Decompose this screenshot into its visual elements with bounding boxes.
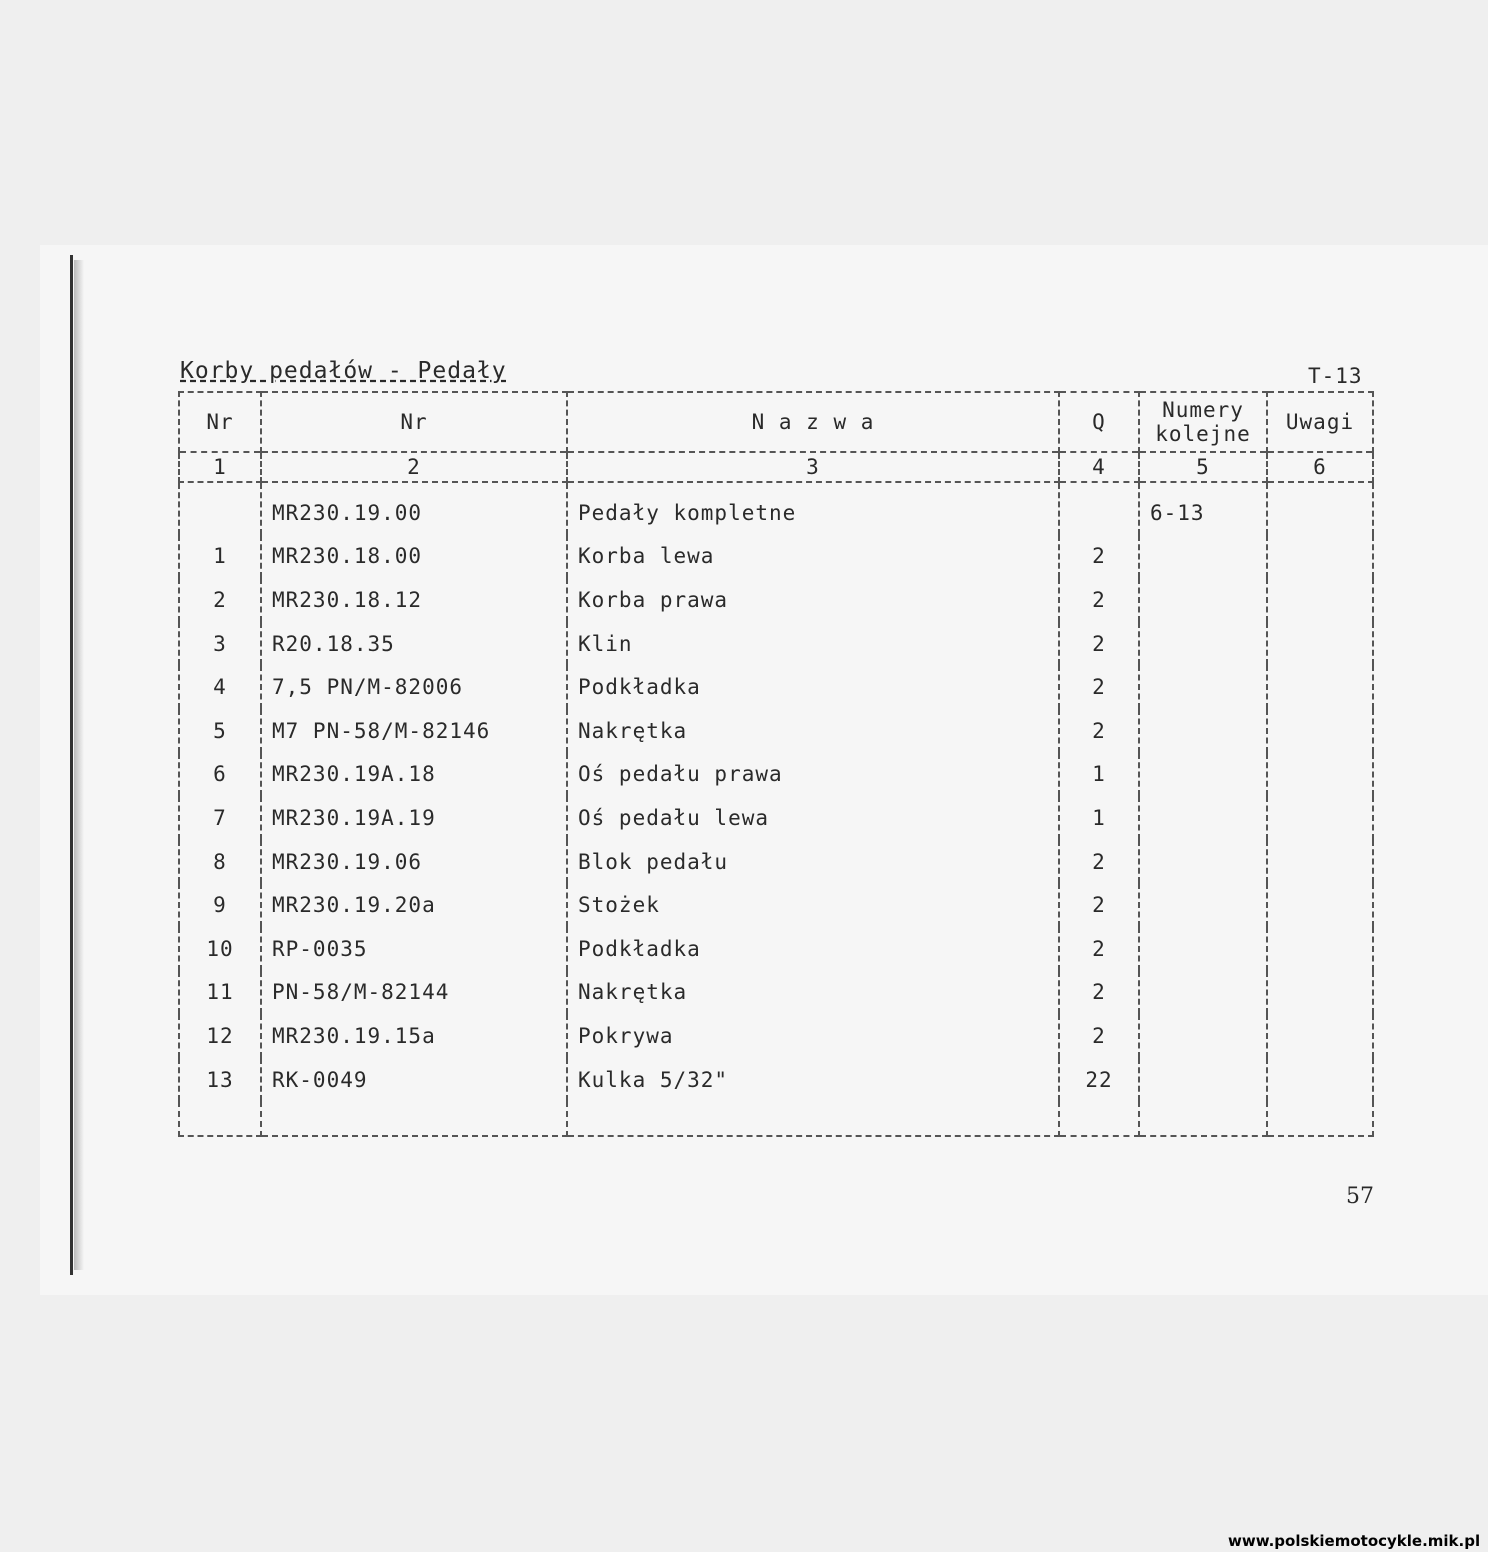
cell-nf: MR230.19.15a <box>261 1014 567 1058</box>
cell-numbers <box>1139 1058 1267 1102</box>
watermark-url: www.polskiemotocykle.mik.pl <box>1228 1532 1481 1550</box>
cell-numbers <box>1139 971 1267 1015</box>
column-number-row <box>179 452 1373 482</box>
header-nf: Nr <box>261 392 567 452</box>
cell-name: Korba lewa <box>567 535 1059 579</box>
cell-nr: 6 <box>179 753 261 797</box>
cell-notes <box>1267 796 1373 840</box>
header-numbers <box>1139 392 1267 452</box>
parts-table <box>178 391 1374 1137</box>
cell-q <box>1059 482 1139 535</box>
cell-name: Podkładka <box>567 665 1059 709</box>
cell-nf: MR230.19A.18 <box>261 753 567 797</box>
cell-numbers <box>1139 883 1267 927</box>
table-row <box>179 1014 1373 1058</box>
cell-name: Kulka 5/32" <box>567 1058 1059 1102</box>
cell-nf: MR230.19.20a <box>261 883 567 927</box>
cell-nr: 4 <box>179 665 261 709</box>
header-notes: Uwagi <box>1267 392 1373 452</box>
cell-q: 2 <box>1059 927 1139 971</box>
cell-notes <box>1267 665 1373 709</box>
page-number: 57 <box>1346 1184 1374 1209</box>
cell-q: 2 <box>1059 1014 1139 1058</box>
cell-nr: 3 <box>179 622 261 666</box>
cell-notes <box>1267 482 1373 535</box>
cell-q: 2 <box>1059 971 1139 1015</box>
cell-nf: MR230.19A.19 <box>261 796 567 840</box>
cell-q: 2 <box>1059 709 1139 753</box>
header-q: Q <box>1059 392 1139 452</box>
cell-notes <box>1267 1058 1373 1102</box>
table-row <box>179 709 1373 753</box>
table-code: T-13 <box>1308 364 1363 388</box>
cell-numbers <box>1139 535 1267 579</box>
table-row <box>179 840 1373 884</box>
cell-q: 2 <box>1059 840 1139 884</box>
cell-notes <box>1267 535 1373 579</box>
cell-q: 22 <box>1059 1058 1139 1102</box>
cell-notes <box>1267 753 1373 797</box>
cell-numbers <box>1139 1014 1267 1058</box>
table-row <box>179 1058 1373 1102</box>
cell-notes <box>1267 1014 1373 1058</box>
cell-nf: MR230.18.00 <box>261 535 567 579</box>
cell-notes <box>1267 927 1373 971</box>
column-number: 2 <box>261 452 567 482</box>
cell-nf: MR230.19.00 <box>261 482 567 535</box>
table-row <box>179 971 1373 1015</box>
cell-name: Oś pedału lewa <box>567 796 1059 840</box>
cell-q: 1 <box>1059 753 1139 797</box>
cell-nr: 5 <box>179 709 261 753</box>
table-row <box>179 535 1373 579</box>
cell-nr: 1 <box>179 535 261 579</box>
cell-notes <box>1267 971 1373 1015</box>
column-number: 5 <box>1139 452 1267 482</box>
cell-nf: RP-0035 <box>261 927 567 971</box>
cell-q: 2 <box>1059 665 1139 709</box>
cell-nf: MR230.19.06 <box>261 840 567 884</box>
cell-name: Pokrywa <box>567 1014 1059 1058</box>
cell-nf: MR230.18.12 <box>261 578 567 622</box>
cell-name: Podkładka <box>567 927 1059 971</box>
cell-notes <box>1267 709 1373 753</box>
document-title: Korby pedałów - Pedały <box>180 358 507 384</box>
table-row <box>179 883 1373 927</box>
cell-nr: 7 <box>179 796 261 840</box>
cell-notes <box>1267 622 1373 666</box>
cell-numbers <box>1139 578 1267 622</box>
cell-q: 1 <box>1059 796 1139 840</box>
cell-nr: 10 <box>179 927 261 971</box>
cell-q: 2 <box>1059 535 1139 579</box>
cell-name: Nakrętka <box>567 971 1059 1015</box>
cell-q: 2 <box>1059 578 1139 622</box>
cell-numbers <box>1139 927 1267 971</box>
binding-edge <box>70 255 73 1275</box>
table-bottom-row <box>179 1101 1373 1136</box>
cell-name: Stożek <box>567 883 1059 927</box>
cell-numbers <box>1139 665 1267 709</box>
cell-numbers: 6-13 <box>1139 482 1267 535</box>
table-row <box>179 578 1373 622</box>
cell-q: 2 <box>1059 883 1139 927</box>
binding-shadow <box>74 260 84 1270</box>
table-row <box>179 927 1373 971</box>
cell-nf: R20.18.35 <box>261 622 567 666</box>
cell-nf: RK-0049 <box>261 1058 567 1102</box>
cell-name: Korba prawa <box>567 578 1059 622</box>
table-row <box>179 622 1373 666</box>
table-row <box>179 665 1373 709</box>
header-numbers-line1: Numery <box>1162 398 1244 422</box>
table-row <box>179 482 1373 535</box>
cell-notes <box>1267 883 1373 927</box>
cell-nf: PN-58/M-82144 <box>261 971 567 1015</box>
table-row <box>179 753 1373 797</box>
cell-nr: 11 <box>179 971 261 1015</box>
cell-nr <box>179 482 261 535</box>
table-header-row <box>179 392 1373 452</box>
cell-numbers <box>1139 796 1267 840</box>
table-row <box>179 796 1373 840</box>
cell-nr: 8 <box>179 840 261 884</box>
cell-name: Blok pedału <box>567 840 1059 884</box>
cell-name: Oś pedału prawa <box>567 753 1059 797</box>
cell-notes <box>1267 840 1373 884</box>
cell-numbers <box>1139 753 1267 797</box>
column-number: 1 <box>179 452 261 482</box>
cell-nr: 12 <box>179 1014 261 1058</box>
cell-nr: 9 <box>179 883 261 927</box>
column-number: 6 <box>1267 452 1373 482</box>
column-number: 3 <box>567 452 1059 482</box>
header-nr: Nr <box>179 392 261 452</box>
cell-nf: 7,5 PN/M-82006 <box>261 665 567 709</box>
cell-numbers <box>1139 709 1267 753</box>
cell-name: Pedały kompletne <box>567 482 1059 535</box>
cell-name: Klin <box>567 622 1059 666</box>
cell-nr: 2 <box>179 578 261 622</box>
cell-numbers <box>1139 840 1267 884</box>
cell-name: Nakrętka <box>567 709 1059 753</box>
cell-nr: 13 <box>179 1058 261 1102</box>
cell-q: 2 <box>1059 622 1139 666</box>
cell-numbers <box>1139 622 1267 666</box>
column-number: 4 <box>1059 452 1139 482</box>
header-numbers-line2: kolejne <box>1155 422 1251 446</box>
header-name: N a z w a <box>567 392 1059 452</box>
cell-nf: M7 PN-58/M-82146 <box>261 709 567 753</box>
cell-notes <box>1267 578 1373 622</box>
